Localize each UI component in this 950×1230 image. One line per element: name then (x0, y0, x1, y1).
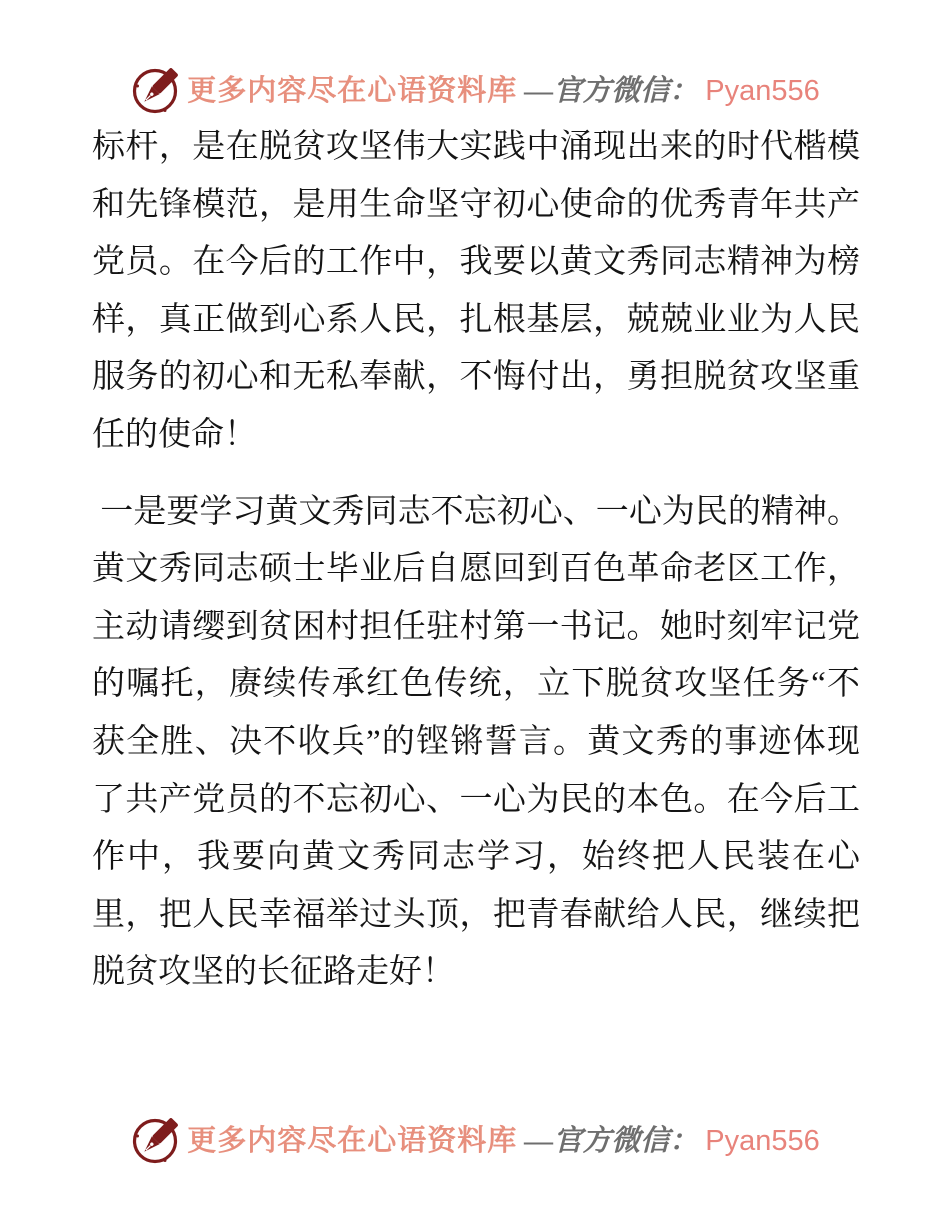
body-paragraph-2: 一是要学习黄文秀同志不忘初心、一心为民的精神。黄文秀同志硕士毕业后自愿回到百色革命老区工作，主动请缨到贫困村担任驻村第一书记。她时刻牢记党的嘱托，赓续传承红色传统，立下脱贫攻坚任务“不获全胜、决不收兵”的铿锵誓言。黄文秀的事迹体现了共产党员的不忘初心、一心为民的本色。在今后工作中，我要向黄文秀同志学习，始终把人民装在心里，把人民幸福举过头顶，把青春献给人民，继续把脱贫攻坚的长征路走好！ (92, 493, 861, 991)
pen-logo-icon (130, 1116, 180, 1166)
watermark-brand-text: 更多内容尽在心语资料库 (187, 1125, 518, 1157)
pen-logo-icon (130, 66, 180, 116)
watermark-wechat-id: Pyan556 (705, 1125, 820, 1157)
header-watermark (0, 66, 950, 116)
watermark-wechat-id: Pyan556 (705, 75, 820, 107)
document-body (92, 119, 860, 1002)
watermark-label: —官方微信： (524, 75, 699, 107)
body-paragraph-1: 标杆，是在脱贫攻坚伟大实践中涌现出来的时代楷模和先锋模范，是用生命坚守初心使命的优秀青年共产党员。在今后的工作中，我要以黄文秀同志精神为榜样，真正做到心系人民，扎根基层，兢兢业业为人民服务的初心和无私奉献，不悔付出，勇担脱贫攻坚重任的使命！ (92, 129, 860, 453)
watermark-label: —官方微信： (524, 1125, 699, 1157)
footer-watermark (0, 1116, 950, 1166)
watermark-brand-text: 更多内容尽在心语资料库 (187, 75, 518, 107)
